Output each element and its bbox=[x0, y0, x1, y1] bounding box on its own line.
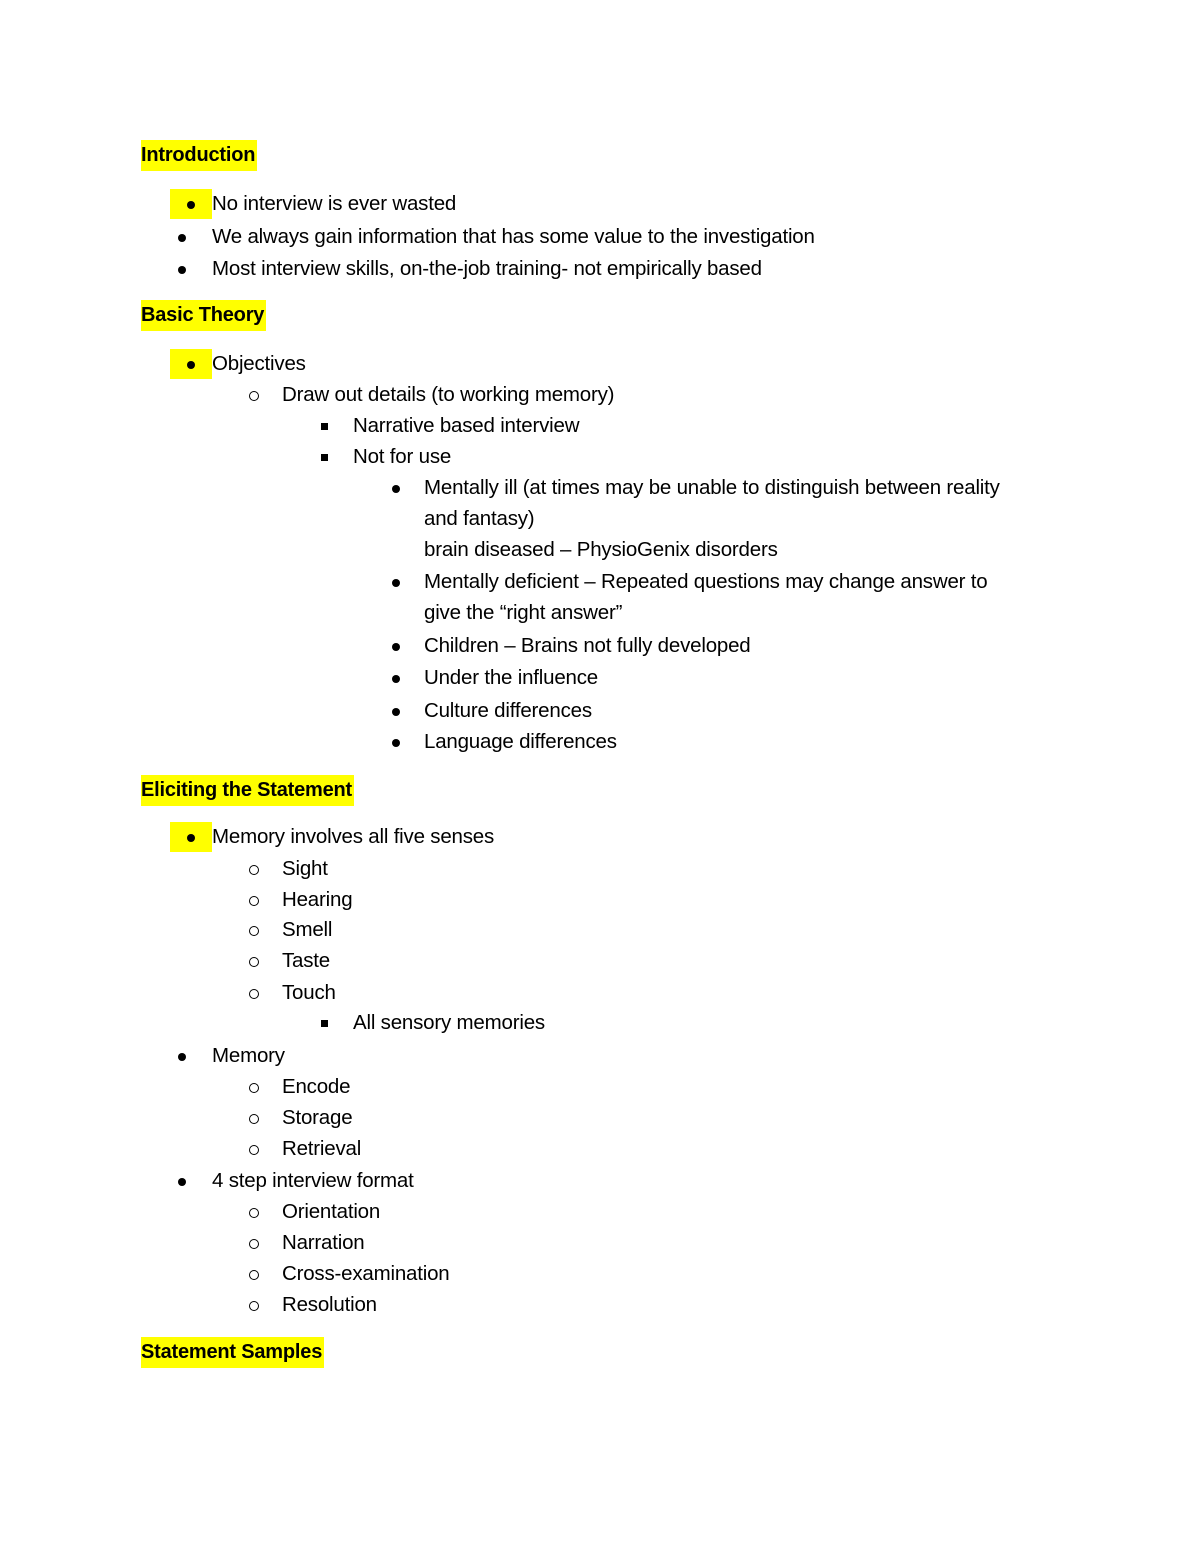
bullet-icon bbox=[384, 631, 408, 661]
circle-bullet-icon bbox=[242, 854, 266, 884]
list-item: Objectives bbox=[212, 352, 306, 375]
circle-bullet-icon bbox=[242, 885, 266, 915]
list-item: We always gain information that has some value to the investigation bbox=[212, 225, 815, 248]
circle-bullet-icon bbox=[242, 915, 266, 945]
bullet-icon bbox=[384, 473, 408, 503]
heading-introduction: Introduction bbox=[141, 140, 257, 171]
square-bullet-icon bbox=[312, 1008, 336, 1038]
bullet-icon bbox=[384, 696, 408, 726]
list-item-continuation: give the “right answer” bbox=[424, 601, 623, 624]
circle-bullet-icon bbox=[242, 1072, 266, 1102]
circle-bullet-icon bbox=[242, 946, 266, 976]
bullet-icon bbox=[384, 727, 408, 757]
bullet-icon bbox=[170, 1041, 194, 1071]
list-item: Cross-examination bbox=[282, 1262, 450, 1285]
list-item: Retrieval bbox=[282, 1137, 362, 1160]
list-item: Encode bbox=[282, 1075, 351, 1098]
circle-bullet-icon bbox=[242, 380, 266, 410]
bullet-icon bbox=[170, 189, 212, 219]
list-item: Sight bbox=[282, 857, 328, 880]
list-item: Mentally deficient – Repeated questions may change answer to bbox=[424, 570, 988, 593]
heading-eliciting-statement: Eliciting the Statement bbox=[141, 775, 354, 806]
circle-bullet-icon bbox=[242, 1197, 266, 1227]
bullet-icon bbox=[384, 567, 408, 597]
list-item: Under the influence bbox=[424, 666, 598, 689]
list-item: No interview is ever wasted bbox=[212, 192, 457, 215]
bullet-icon bbox=[170, 822, 212, 852]
circle-bullet-icon bbox=[242, 1259, 266, 1289]
square-bullet-icon bbox=[312, 442, 336, 472]
list-item: Storage bbox=[282, 1106, 353, 1129]
list-item: Culture differences bbox=[424, 699, 592, 722]
circle-bullet-icon bbox=[242, 1228, 266, 1258]
bullet-icon bbox=[170, 349, 212, 379]
list-item: Most interview skills, on-the-job training- not empirically based bbox=[212, 257, 762, 280]
list-item: Narration bbox=[282, 1231, 365, 1254]
list-item-continuation: brain diseased – PhysioGenix disorders bbox=[424, 538, 778, 561]
list-item: Memory bbox=[212, 1044, 285, 1067]
list-item: Hearing bbox=[282, 888, 353, 911]
circle-bullet-icon bbox=[242, 978, 266, 1008]
list-item: Children – Brains not fully developed bbox=[424, 634, 751, 657]
bullet-icon bbox=[384, 663, 408, 693]
list-item: Mentally ill (at times may be unable to distinguish between reality bbox=[424, 476, 1000, 499]
list-item: Not for use bbox=[353, 445, 452, 468]
heading-statement-samples: Statement Samples bbox=[141, 1337, 324, 1368]
list-item: Taste bbox=[282, 949, 330, 972]
list-item-continuation: and fantasy) bbox=[424, 507, 535, 530]
circle-bullet-icon bbox=[242, 1103, 266, 1133]
bullet-icon bbox=[170, 254, 194, 284]
list-item: Touch bbox=[282, 981, 336, 1004]
list-item: Narrative based interview bbox=[353, 414, 580, 437]
list-item: All sensory memories bbox=[353, 1011, 545, 1034]
list-item: 4 step interview format bbox=[212, 1169, 414, 1192]
circle-bullet-icon bbox=[242, 1290, 266, 1320]
list-item: Language differences bbox=[424, 730, 617, 753]
list-item: Draw out details (to working memory) bbox=[282, 383, 615, 406]
list-item: Resolution bbox=[282, 1293, 377, 1316]
bullet-icon bbox=[170, 222, 194, 252]
bullet-icon bbox=[170, 1166, 194, 1196]
circle-bullet-icon bbox=[242, 1134, 266, 1164]
list-item: Smell bbox=[282, 918, 333, 941]
list-item: Memory involves all five senses bbox=[212, 825, 495, 848]
heading-basic-theory: Basic Theory bbox=[141, 300, 266, 331]
square-bullet-icon bbox=[312, 411, 336, 441]
list-item: Orientation bbox=[282, 1200, 381, 1223]
